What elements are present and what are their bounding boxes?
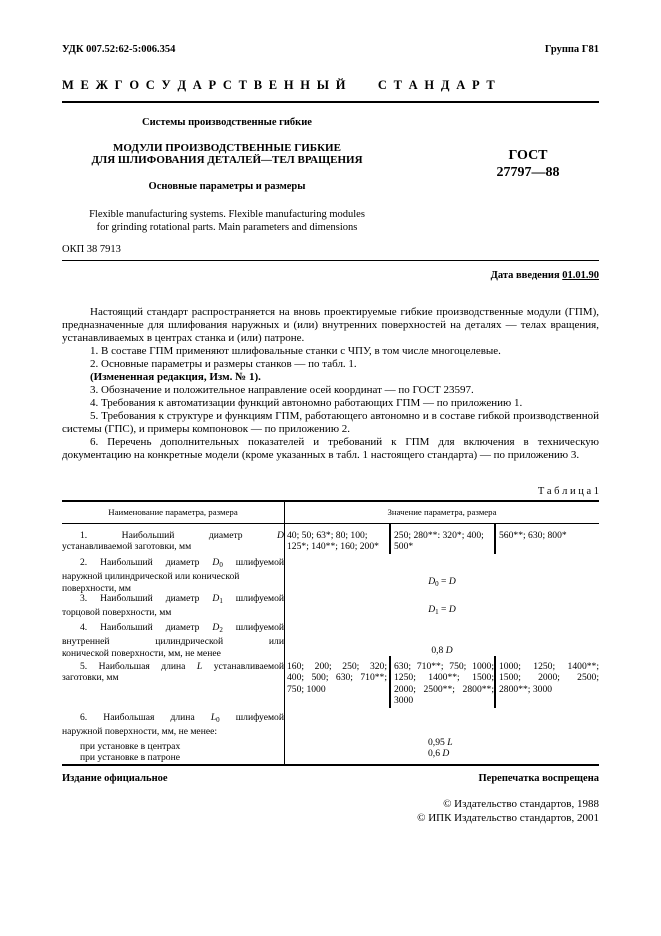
copyright-block: [417, 797, 599, 825]
row2-line2: наружной цилиндрической или конической: [62, 571, 240, 583]
row1-line1: 1. Наибольший диаметр D: [80, 530, 284, 541]
table-row-5-value-group-2: [394, 661, 494, 706]
table-row-3-param: [62, 593, 284, 619]
table-row-6-values: [428, 737, 453, 760]
table-row-2-value: $D_0 = D$: [428, 576, 456, 588]
paragraph-5: 5. Требования к структуре и функциям ГПМ, работающего автономно и в составе гибкой производственной системы (ГПС), и примеры компоновок — по приложению 2.: [62, 410, 599, 435]
row6-case-chuck: при установке в патроне: [80, 751, 180, 763]
paragraph-1: 1. В составе ГПМ применяют шлифовальные станки с ЧПУ, в том числе многоцелевые.: [90, 345, 501, 357]
row4-line1: 4. Наибольший диаметр $D_2$ шлифуемой: [80, 622, 284, 634]
row1-line2: устанавливаемой заготовки, мм: [62, 541, 192, 553]
paragraph-scope: Настоящий стандарт распространяется на вновь проектируемые гибкие производственные модули (ГПМ), предназначенные для шлифования наружных и (или) внутренних поверхностей на деталях — телах вращения, устанавливаемых в центрах станка и (или) патроне.: [62, 306, 599, 344]
paragraph-4: 4. Требования к автоматизации функций автономно работающих ГПМ — по приложению 1.: [90, 397, 523, 409]
gost-number: 27797—88: [496, 165, 560, 180]
table-row-4-param: [62, 622, 284, 659]
copyright-1988: © Издательство стандартов, 1988: [443, 798, 599, 810]
table-row-4-value: 0,8 D: [431, 645, 453, 656]
table-row-6-param: [62, 712, 284, 763]
row1-v1-line2: 125*; 140**; 160; 200*: [287, 541, 379, 553]
table-row-5-value-group-1: [287, 661, 387, 695]
paragraph-6: 6. Перечень дополнительных показателей и требований к ГПМ для включения в техническую документацию на конкретные модели (кроме указанных в табл. 1 настоящего стандарта) — по приложению 3.: [62, 436, 599, 461]
system-title: Системы производственные гибкие: [142, 117, 312, 128]
english-title-line-2: for grinding rotational parts. Main parameters and dimensions: [96, 222, 358, 233]
table-row-1-param: [62, 530, 284, 553]
column-header-value: Значение параметра, размера: [387, 507, 497, 517]
english-title-line-1: Flexible manufacturing systems. Flexible manufacturing modules: [89, 209, 365, 220]
standard-banner: М Е Ж Г О С У Д А Р С Т В Е Н Н Ы Й С Т А Н Д А Р Т: [62, 78, 495, 92]
row6-value-chuck: 0,6 D: [428, 748, 450, 760]
banner-rule: [62, 101, 599, 103]
intro-date-label: Дата введения: [490, 270, 560, 281]
row1-divider: [284, 524, 285, 554]
table-caption: Т а б л и ц а 1: [537, 486, 599, 497]
paragraph-3: 3. Обозначение и положительное направление осей координат — по ГОСТ 23597.: [90, 384, 474, 396]
paragraph-2: 2. Основные параметры и размеры станков — по табл. 1.: [90, 358, 357, 370]
main-title-line-2: ДЛЯ ШЛИФОВАНИЯ ДЕТАЛЕЙ—ТЕЛ ВРАЩЕНИЯ: [91, 154, 363, 166]
main-title-line-1: МОДУЛИ ПРОИЗВОДСТВЕННЫЕ ГИБКИЕ: [113, 142, 341, 154]
gost-label: ГОСТ: [508, 148, 548, 163]
intro-date: [491, 270, 599, 281]
okp-rule: [62, 260, 599, 261]
amendment-note: (Измененная редакция, Изм. № 1).: [90, 371, 261, 383]
row5-v3-line2: 1500; 2000; 2500;: [499, 672, 599, 684]
row5-line2: заготовки, мм: [62, 672, 119, 684]
row5-v1-line1: 160; 200; 250; 320;: [287, 661, 387, 672]
row5-v2-line4: 3000: [394, 694, 414, 706]
row6-value-centers: 0,95 L: [428, 737, 453, 748]
row6-case-centers: при установке в центрах: [80, 740, 181, 752]
row5-v3-line3: 2800**; 3000: [499, 683, 553, 695]
row3-line2: торцовой поверхности, мм: [62, 607, 172, 619]
column-header-param: Наименование параметра, размера: [108, 507, 238, 517]
row5-v2-line2: 1250; 1400**; 1500;: [394, 672, 494, 684]
row1-group-divider-1: [389, 524, 391, 554]
row6-line2: наружной поверхности, мм, не менее:: [62, 726, 218, 738]
main-title: [62, 142, 392, 166]
body-text: [62, 306, 599, 462]
reprint-notice: Перепечатка воспрещена: [478, 773, 599, 784]
row5-v2-line1: 630; 710**; 750; 1000;: [394, 661, 494, 672]
group-code: Группа Г81: [544, 44, 599, 55]
row3-line1: 3. Наибольший диаметр $D_1$ шлифуемой: [80, 593, 284, 605]
row5-v1-line2: 400; 500; 630; 710**;: [287, 672, 387, 684]
row5-group-divider-1: [389, 656, 391, 708]
row5-line1: 5. Наибольшая длина L устанавливаемой: [80, 661, 285, 672]
row1-v1-line1: 40; 50; 63*; 80; 100;: [287, 530, 368, 541]
row5-v2-line3: 2000; 2500**; 2800**;: [394, 683, 494, 695]
row4-line3: конической поверхности, мм, не менее: [62, 647, 221, 659]
table-row-5-param: [62, 661, 284, 684]
udk-code: УДК 007.52:62-5:006.354: [62, 44, 176, 55]
table-row-2-param: [62, 557, 284, 594]
gost-designation: [478, 147, 578, 181]
table-row-1-value-group-1: [287, 530, 387, 553]
row2-line1: 2. Наибольший диаметр $D_0$ шлифуемой: [80, 557, 284, 569]
row4-line2: внутренней цилиндрической или: [62, 636, 284, 648]
row1-v3-line1: 560**; 630; 800*: [499, 530, 567, 541]
row5-v3-line1: 1000; 1250; 1400**;: [499, 661, 599, 672]
table-row-1-value-group-3: [499, 530, 599, 541]
table-row-5-value-group-3: [499, 661, 599, 695]
okp-code: ОКП 38 7913: [62, 244, 121, 255]
english-title: [62, 208, 392, 234]
row5-v1-line3: 750; 1000: [287, 683, 326, 695]
row5-group-divider-2: [494, 656, 496, 708]
intro-date-value: 01.01.90: [562, 270, 599, 281]
row1-group-divider-2: [494, 524, 496, 554]
row2-line3: поверхности, мм: [62, 582, 131, 594]
subtitle: Основные параметры и размеры: [148, 181, 306, 192]
copyright-2001: © ИПК Издательство стандартов, 2001: [417, 812, 599, 824]
row6-line1: 6. Наибольшая длина $L_0$ шлифуемой: [80, 712, 284, 724]
table-top-rule: [62, 500, 599, 502]
row1-v2-line2: 500*: [394, 541, 414, 553]
row1-v2-line1: 250; 280**: 320*; 400;: [394, 530, 484, 541]
table-row-1-value-group-2: [394, 530, 494, 553]
table-row-3-value: $D_1 = D$: [428, 604, 456, 616]
official-edition: Издание официальное: [62, 773, 168, 784]
table-bottom-rule: [62, 764, 599, 766]
table-header-rule: [62, 523, 599, 524]
